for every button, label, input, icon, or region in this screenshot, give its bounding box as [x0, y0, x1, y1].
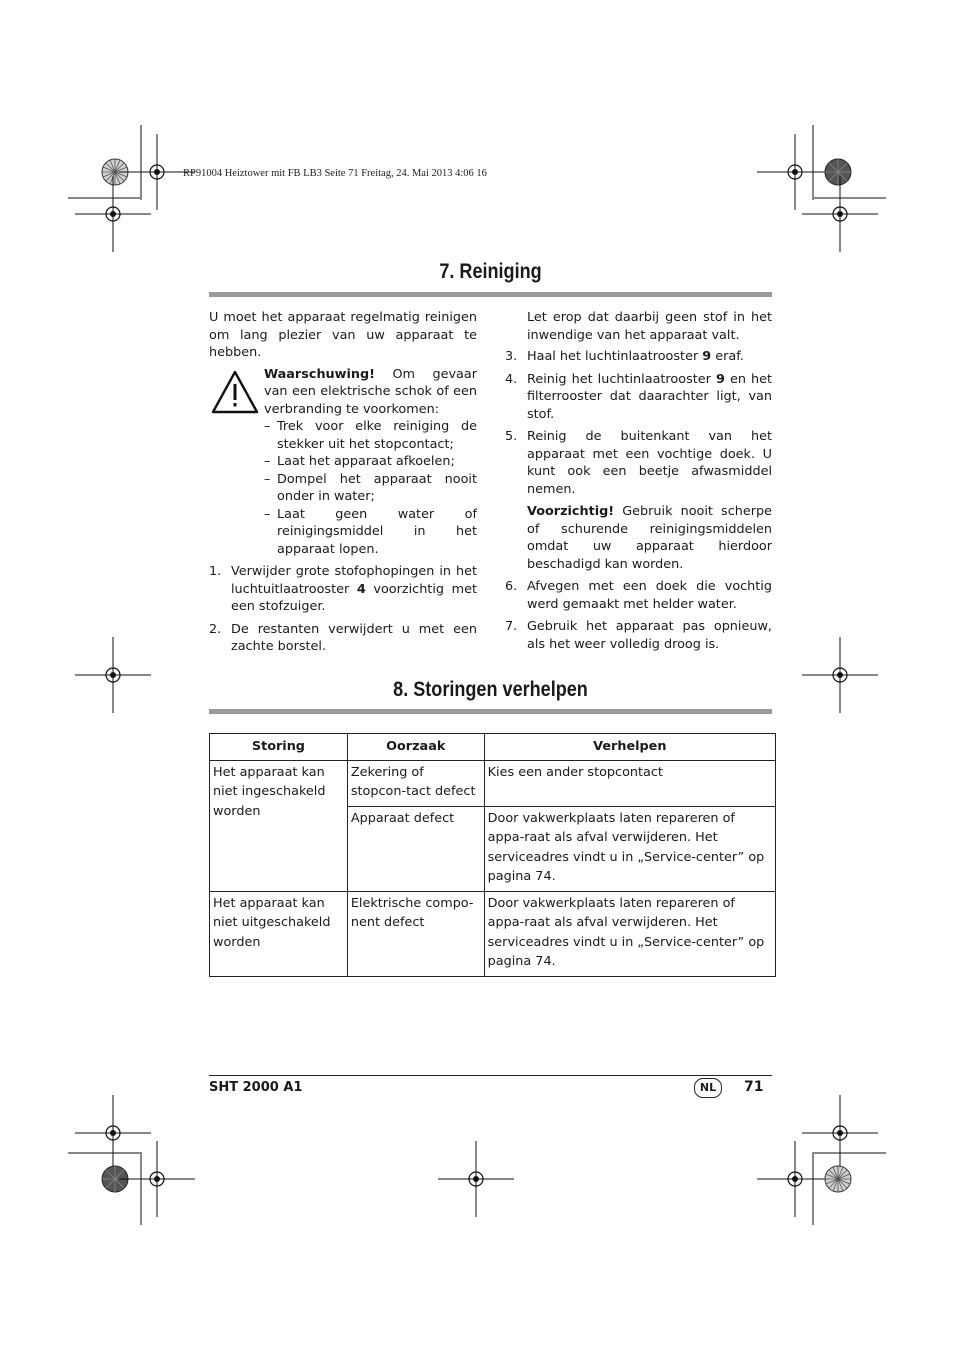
warning-triangle-icon [211, 370, 259, 414]
caution-text: Voorzichtig! Gebruik nooit scherpe of schurende reinigingsmiddelen omdat uw apparaat hierdoor beschadigd kan worden. [527, 504, 772, 572]
print-header: RP91004 Heiztower mit FB LB3 Seite 71 Freitag, 24. Mai 2013 4:06 16 [183, 168, 487, 179]
section-8-title: 8. Storingen verhelpen [393, 678, 588, 701]
table-cell: Door vakwerkplaats laten repareren of appa-raat als afval verwijderen. Het serviceadres vindt u in „Service-center” op pagina 74. [484, 806, 775, 891]
table-row [210, 760, 776, 806]
table-cell: Het apparaat kan niet ingeschakeld worden [210, 760, 348, 891]
list-item: – Laat geen water of reinigingsmiddel in het apparaat lopen. [264, 506, 477, 557]
list-item: 2. De restanten verwijdert u met een zachte borstel. [209, 621, 477, 654]
steps-right [505, 348, 772, 498]
section-7-rule [209, 292, 772, 297]
continuation-text: Let erop dat daarbij geen stof in het inwendige van het apparaat valt. [527, 310, 772, 343]
table-cell: Apparaat defect [347, 806, 484, 891]
table-cell: Zekering of stopcon-tact defect [347, 760, 484, 806]
section-7-title: 7. Reiniging [439, 260, 542, 283]
list-item: 5. Reinig de buitenkant van het apparaat met een vochtige doek. U kunt ook een beetje afwasmiddel nemen. [505, 429, 772, 497]
warning-text: Om gevaar van een elektrische schok of een verbranding te voorkomen: [264, 366, 477, 417]
right-column [505, 309, 772, 658]
warning-bullets [264, 418, 477, 558]
steps-left [209, 563, 477, 656]
table-cell: Elektrische compo-nent defect [347, 891, 484, 976]
section-8-rule [209, 709, 772, 714]
list-item: – Trek voor elke reiniging de stekker uit het stopcontact; [264, 419, 477, 452]
table-cell: Kies een ander stopcontact [484, 760, 775, 806]
list-item: 1. Verwijder grote stofophopingen in het luchtuitlaatrooster 4 voorzichtig met een stofzuiger. [209, 564, 477, 614]
intro-text: U moet het apparaat regelmatig reinigen om lang plezier van uw apparaat te hebben. [209, 310, 477, 360]
page-number: 71 [744, 1079, 764, 1095]
header-oorzaak: Oorzaak [347, 734, 484, 761]
list-item: 4. Reinig het luchtinlaatrooster 9 en het filterrooster dat daarachter ligt, van stof. [505, 371, 773, 422]
header-storing: Storing [210, 734, 348, 761]
list-item: 3. Haal het luchtinlaatrooster 9 eraf. [505, 349, 744, 364]
list-item: 6. Afvegen met een doek die vochtig werd gemaakt met helder water. [505, 579, 772, 612]
footer-model: SHT 2000 A1 [209, 1080, 303, 1095]
steps-right-2 [505, 578, 772, 653]
warning-block [209, 366, 477, 559]
table-cell: Het apparaat kan niet uitgeschakeld worden [210, 891, 348, 976]
language-badge: NL [694, 1078, 722, 1098]
list-item: 7. Gebruik het apparaat pas opnieuw, als het weer volledig droog is. [505, 619, 772, 652]
list-item: – Dompel het apparaat nooit onder in water; [264, 471, 477, 504]
table-header-row [210, 734, 776, 761]
list-item: – Laat het apparaat afkoelen; [264, 454, 455, 469]
troubleshooting-table [209, 733, 776, 977]
table-row [210, 891, 776, 976]
warning-label: Waarschuwing! [264, 366, 375, 382]
footer-rule [209, 1075, 772, 1076]
header-verhelpen: Verhelpen [484, 734, 775, 761]
left-column [209, 309, 477, 661]
table-cell: Door vakwerkplaats laten repareren of appa-raat als afval verwijderen. Het serviceadres vindt u in „Service-center” op pagina 74. [484, 891, 775, 976]
